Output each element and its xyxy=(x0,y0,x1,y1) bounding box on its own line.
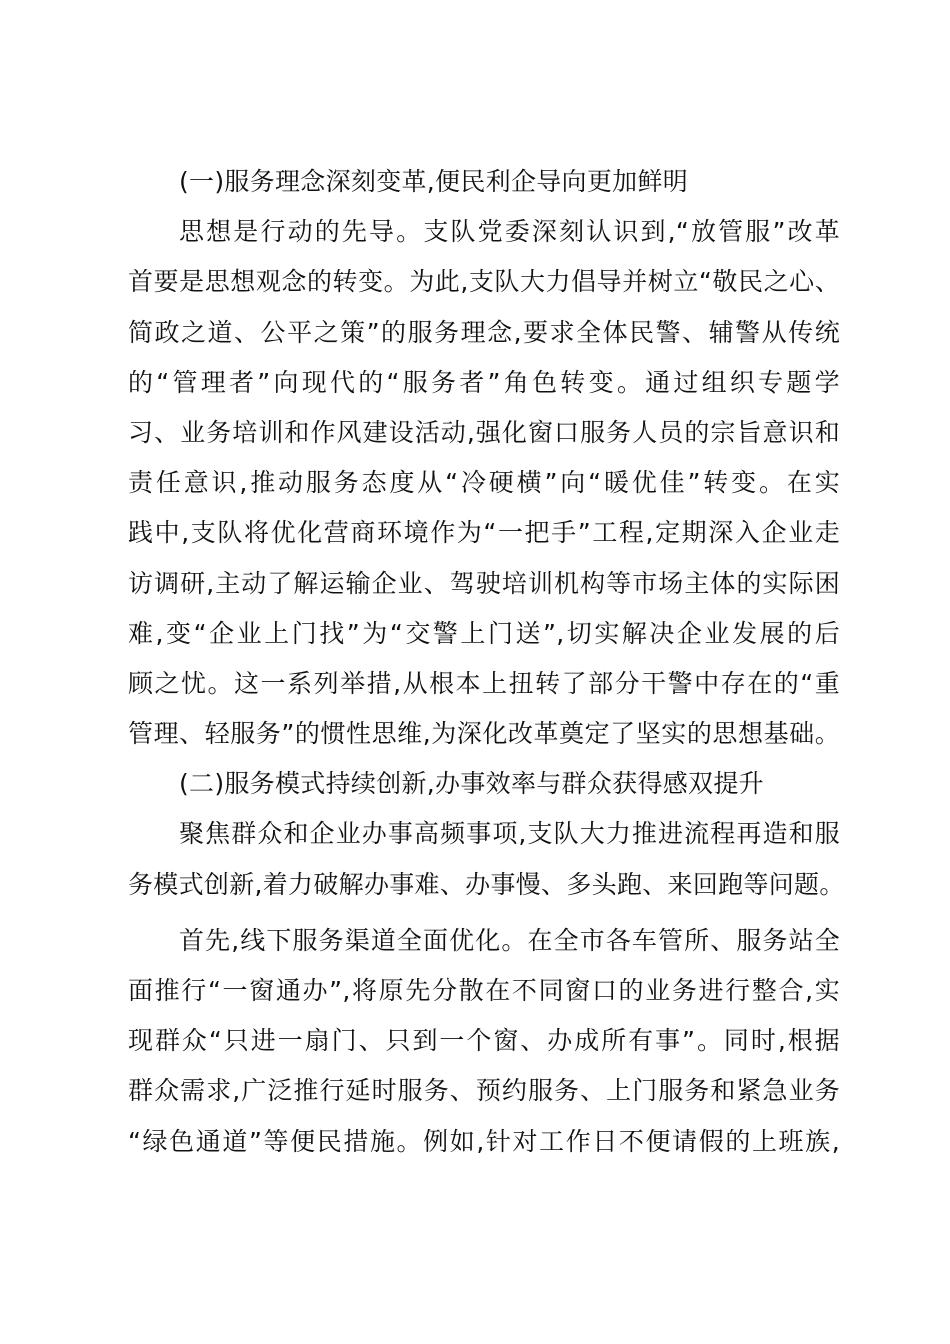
paragraph-1-line-4: 的“管理者”向现代的“服务者”角色转变。通过组织专题学 xyxy=(128,367,840,397)
paragraph-1-line-10: 顾之忧。这一系列举措,从根本上扭转了部分干警中存在的“重 xyxy=(128,668,840,698)
paragraph-2-line-2: 务模式创新,着力破解办事难、办事慢、多头跑、来回跑等问题。 xyxy=(128,869,845,899)
paragraph-1-line-3: 简政之道、公平之策”的服务理念,要求全体民警、辅警从传统 xyxy=(128,317,840,347)
paragraph-3-line-2: 面推行“一窗通办”,将原先分散在不同窗口的业务进行整合,实 xyxy=(128,976,840,1005)
paragraph-2-line-1: 聚焦群众和企业办事高频事项,支队大力推进流程再造和服 xyxy=(179,819,840,849)
paragraph-1-line-9: 难,变“企业上门找”为“交警上门送”,切实解决企业发展的后 xyxy=(128,618,840,648)
section-heading-1: (一)服务理念深刻变革,便民利企导向更加鲜明 xyxy=(179,167,689,196)
paragraph-1-line-6: 责任意识,推动服务态度从“冷硬横”向“暖优佳”转变。在实 xyxy=(128,468,840,498)
paragraph-1-line-5: 习、业务培训和作风建设活动,强化窗口服务人员的宗旨意识和 xyxy=(128,417,840,447)
paragraph-1-line-11: 管理、轻服务”的惯性思维,为深化改革奠定了坚实的思想基础。 xyxy=(128,719,840,749)
paragraph-1-line-2: 首要是思想观念的转变。为此,支队大力倡导并树立“敬民之心、 xyxy=(128,267,840,297)
paragraph-1-line-1: 思想是行动的先导。支队党委深刻认识到,“放管服”改革 xyxy=(179,217,840,247)
document-page xyxy=(128,157,845,1167)
paragraph-1-line-7: 践中,支队将优化营商环境作为“一把手”工程,定期深入企业走 xyxy=(128,518,840,548)
paragraph-1-line-8: 访调研,主动了解运输企业、驾驶培训机构等市场主体的实际困 xyxy=(128,568,840,598)
paragraph-3-line-3: 现群众“只进一扇门、只到一个窗、办成所有事”。同时,根据 xyxy=(128,1026,840,1056)
paragraph-3-line-1: 首先,线下服务渠道全面优化。在全市各车管所、服务站全 xyxy=(179,925,840,955)
paragraph-3-line-4: 群众需求,广泛推行延时服务、预约服务、上门服务和紧急业务 xyxy=(128,1076,840,1106)
paragraph-3-line-5: “绿色通道”等便民措施。例如,针对工作日不便请假的上班族, xyxy=(128,1126,840,1156)
section-heading-2: (二)服务模式持续创新,办事效率与群众获得感双提升 xyxy=(179,769,764,799)
